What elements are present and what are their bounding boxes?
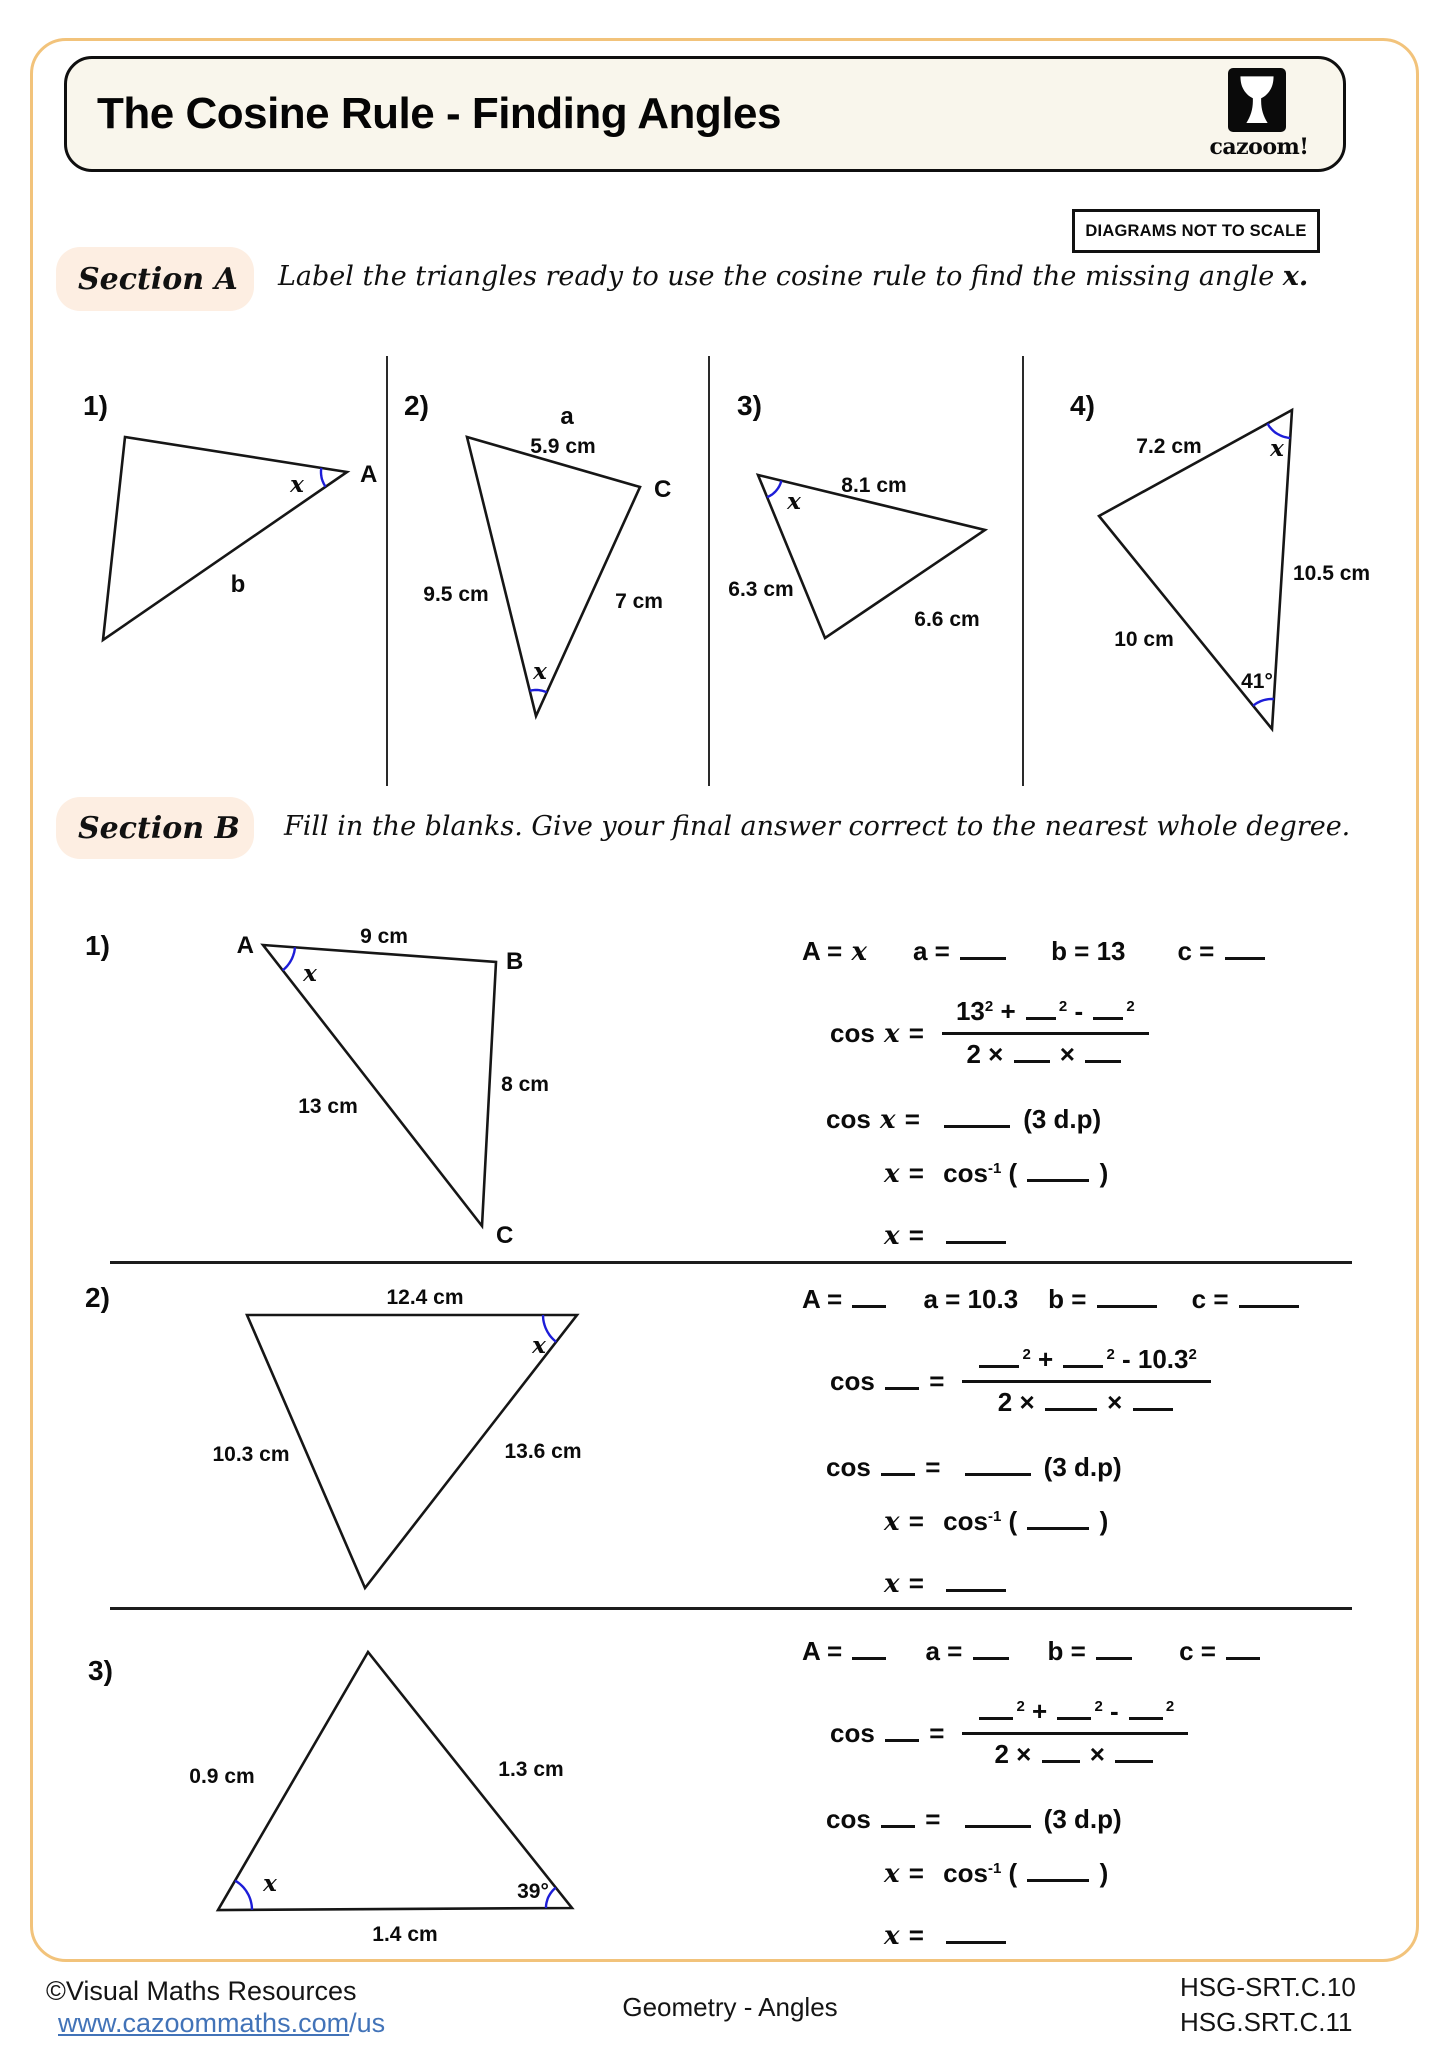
eq-text: + (1024, 1696, 1055, 1726)
triangle-label: C (654, 476, 672, 503)
eq-x-variable: x (884, 1859, 900, 1889)
eq-text: cos (826, 1452, 879, 1482)
footer-copyright: ©Visual Maths Resources (46, 1976, 357, 2006)
answer-blank (1129, 1700, 1163, 1720)
equation-row-vars (802, 1284, 1302, 1315)
triangle-diagram-sb-2 (60, 1278, 630, 1614)
equation-row-vars (802, 936, 1268, 967)
triangle-label: 1) (85, 930, 110, 961)
footer-standard-1: HSG-SRT.C.10 (1180, 1972, 1356, 2002)
eq-text: = (922, 1365, 945, 1396)
equation-row-fraction (830, 1344, 1211, 1418)
eq-text: (3 d.p) (1023, 1104, 1102, 1134)
equation-row-inverse-cos (882, 1858, 1108, 1889)
triangle-diagram-sb-1 (60, 920, 630, 1256)
eq-text: A = (802, 1284, 850, 1314)
answer-blank (1133, 1391, 1173, 1411)
eq-text: + (993, 996, 1023, 1026)
eq-text: cos (830, 1717, 883, 1748)
eq-text: cos (943, 1158, 988, 1188)
fraction-numerator (942, 996, 1149, 1035)
section-a-instruction-x: x. (1282, 261, 1309, 292)
angle-arc (235, 1881, 252, 1910)
triangle-label: A (236, 932, 254, 959)
section-a-instruction (278, 261, 1308, 292)
answer-blank (965, 1456, 1031, 1476)
triangle-label: 6.3 cm (728, 578, 794, 601)
fraction-denominator (956, 1035, 1134, 1070)
triangle-outline (103, 437, 347, 640)
triangle-label: 13 cm (298, 1095, 358, 1118)
eq-x-variable: x (851, 937, 867, 967)
eq-text: = (901, 1920, 932, 1950)
eq-text: b = (1047, 1636, 1094, 1666)
fraction-denominator (984, 1735, 1166, 1770)
triangle-label: 1.3 cm (498, 1758, 564, 1781)
footer-link-main[interactable]: www.cazoommaths.com (58, 2008, 350, 2038)
eq-text: ) (1092, 1858, 1109, 1888)
eq-text: cos (826, 1104, 879, 1134)
eq-text: × (1082, 1739, 1113, 1769)
equation-lhs (830, 1366, 944, 1397)
answer-blank (1027, 1862, 1089, 1882)
eq-text: (3 d.p) (1043, 1804, 1122, 1834)
eq-text: - (1102, 1696, 1126, 1726)
answer-blank (1096, 1640, 1132, 1660)
triangle-label: 1.4 cm (372, 1923, 438, 1946)
eq-text: cos (943, 1506, 988, 1536)
section-b-instruction: Fill in the blanks. Give your final answer correct to the nearest whole degree. (284, 811, 1351, 842)
answer-blank (1063, 1348, 1103, 1368)
eq-text: (3 d.p) (1043, 1452, 1122, 1482)
eq-x-variable: x (884, 1159, 900, 1189)
answer-blank (1026, 1000, 1056, 1020)
equation-fraction (962, 1696, 1188, 1770)
eq-text: = (901, 1568, 932, 1598)
eq-text: = (901, 1858, 932, 1888)
answer-blank (946, 1572, 1006, 1592)
triangle-label: 10.5 cm (1293, 562, 1371, 585)
eq-text: - (1114, 1344, 1138, 1374)
answer-blank (881, 1808, 915, 1828)
answer-blank (881, 1456, 915, 1476)
eq-text: ) (1092, 1506, 1109, 1536)
eq-text: a = (925, 1636, 970, 1666)
triangle-label: 8.1 cm (841, 474, 907, 497)
footer-link-suffix[interactable]: /us (349, 2008, 386, 2038)
eq-text: ) (1092, 1158, 1109, 1188)
answer-blank (1027, 1162, 1089, 1182)
answer-blank (1042, 1743, 1080, 1763)
equation-row-decimal (826, 1104, 1101, 1135)
section-b-label: Section B (56, 797, 254, 859)
equation-row-fraction (830, 1696, 1188, 1770)
fraction-denominator (988, 1383, 1186, 1418)
triangle-label: 9.5 cm (423, 583, 489, 606)
equation-row-inverse-cos (882, 1506, 1108, 1537)
eq-text: - (1067, 996, 1091, 1026)
equation-row-fraction (830, 996, 1149, 1070)
triangle-diagram-sb-3 (60, 1636, 634, 1962)
equation-fraction (962, 1344, 1210, 1418)
triangle-label: 10 cm (1114, 628, 1174, 651)
triangle-label: 0.9 cm (189, 1765, 255, 1788)
answer-blank (1045, 1391, 1097, 1411)
eq-text: ( (1001, 1158, 1025, 1188)
answer-blank (1226, 1640, 1260, 1660)
eq-text: = (918, 1804, 948, 1834)
equation-row-decimal (826, 1804, 1122, 1835)
triangle-label: B (506, 948, 524, 975)
triangle-outline (467, 437, 640, 716)
equation-row-decimal (826, 1452, 1122, 1483)
scale-note-box: DIAGRAMS NOT TO SCALE (1072, 209, 1320, 253)
eq-text: ( (1001, 1858, 1025, 1888)
eq-x-variable: x (884, 1507, 900, 1537)
eq-text: ( (1001, 1506, 1025, 1536)
eq-text: b = (1048, 1284, 1094, 1314)
answer-blank (1115, 1743, 1153, 1763)
fraction-numerator (962, 1696, 1188, 1735)
eq-text: A = (802, 1636, 850, 1666)
drum-icon (1235, 74, 1279, 126)
equation-block-eq-3 (782, 1628, 1392, 1968)
eq-superscript: 2 (1126, 998, 1135, 1015)
eq-text: = (901, 1017, 924, 1048)
eq-text: c = (1177, 936, 1222, 966)
eq-x-variable: x (884, 1018, 900, 1049)
triangle-label: 13.6 cm (504, 1440, 582, 1463)
eq-text: 13 (955, 996, 985, 1026)
triangle-label: x (263, 1870, 277, 1897)
fraction-numerator (962, 1344, 1210, 1383)
eq-text: 2 × (997, 1387, 1042, 1417)
eq-text: = (901, 1158, 932, 1188)
triangle-label: C (496, 1222, 514, 1249)
cazoom-logo-icon (1228, 68, 1286, 132)
answer-blank (960, 940, 1006, 960)
eq-superscript: 2 (1106, 1346, 1115, 1363)
answer-blank (885, 1722, 919, 1742)
answer-blank (946, 1224, 1006, 1244)
angle-arc (321, 468, 326, 487)
eq-text: 10.3 (1137, 1344, 1189, 1374)
triangle-label: 6.6 cm (914, 608, 980, 631)
eq-text: cos (830, 1365, 883, 1396)
triangle-label: 8 cm (501, 1073, 549, 1096)
triangle-label: A (360, 461, 378, 488)
triangle-diagram-sa-2 (392, 368, 722, 800)
answer-blank (1027, 1510, 1089, 1530)
answer-blank (973, 1640, 1009, 1660)
answer-blank (1057, 1700, 1091, 1720)
triangle-label: 9 cm (360, 925, 408, 948)
eq-text: c = (1179, 1636, 1224, 1666)
triangle-label: 10.3 cm (212, 1443, 290, 1466)
answer-blank (946, 1924, 1006, 1944)
equation-row-final-answer (882, 1220, 1009, 1251)
triangle-label: 5.9 cm (530, 435, 596, 458)
eq-text: = (897, 1104, 928, 1134)
eq-text: × (1052, 1039, 1083, 1069)
triangle-label: 3) (737, 390, 762, 421)
footer-topic: Geometry - Angles (622, 1992, 838, 2022)
answer-blank (979, 1348, 1019, 1368)
equation-lhs (830, 1018, 924, 1049)
triangle-label: 12.4 cm (386, 1286, 464, 1309)
footer-standards (1180, 1970, 1356, 2040)
eq-text: 2 × (994, 1739, 1039, 1769)
triangle-label: x (303, 960, 317, 987)
angle-arc (283, 947, 295, 970)
eq-text: cos (830, 1017, 883, 1048)
eq-text: b = 13 (1051, 936, 1126, 966)
eq-text: 2 × (966, 1039, 1011, 1069)
answer-blank (852, 1640, 886, 1660)
eq-text: = (901, 1506, 932, 1536)
eq-text: cos (943, 1858, 988, 1888)
equation-lhs (830, 1718, 944, 1749)
answer-blank (1225, 940, 1265, 960)
eq-superscript: 2 (1016, 1698, 1025, 1715)
footer-link[interactable] (58, 2008, 385, 2039)
eq-superscript: 2 (984, 998, 994, 1015)
eq-superscript: -1 (987, 1860, 1002, 1877)
equation-block-eq-1 (782, 928, 1392, 1268)
triangle-label: 7.2 cm (1136, 435, 1202, 458)
eq-text: cos (826, 1804, 879, 1834)
equation-row-inverse-cos (882, 1158, 1108, 1189)
eq-text: = (918, 1452, 948, 1482)
answer-blank (979, 1700, 1013, 1720)
cazoom-logo-text: cazoom! (1209, 134, 1309, 160)
answer-blank (1093, 1000, 1123, 1020)
triangle-label: 39° (517, 1880, 549, 1903)
answer-blank (944, 1108, 1010, 1128)
answer-blank (965, 1808, 1031, 1828)
triangle-label: 2) (85, 1282, 110, 1313)
triangle-label: a (560, 403, 574, 430)
eq-superscript: 2 (1165, 1698, 1175, 1715)
angle-arc (530, 690, 547, 692)
eq-x-variable: x (884, 1921, 900, 1951)
section-a-label: Section A (56, 247, 254, 311)
triangle-diagram-sa-1 (40, 368, 392, 680)
eq-text: = (901, 1220, 932, 1250)
footer-standard-2: HSG.SRT.C.11 (1180, 2007, 1353, 2037)
triangle-label: 4) (1070, 390, 1095, 421)
eq-text: a = (912, 936, 958, 966)
triangle-label: 7 cm (615, 590, 663, 613)
equation-fraction (942, 996, 1149, 1070)
eq-text: A = (802, 936, 850, 966)
eq-text: a = 10.3 (923, 1284, 1019, 1314)
eq-superscript: -1 (987, 1508, 1002, 1525)
answer-blank (1014, 1043, 1050, 1063)
eq-text: × (1099, 1387, 1130, 1417)
triangle-diagram-sa-4 (1050, 368, 1436, 770)
triangle-label: x (787, 488, 801, 515)
equation-row-final-answer (882, 1568, 1009, 1599)
equation-row-vars (802, 1636, 1263, 1667)
eq-superscript: 2 (1094, 1698, 1103, 1715)
triangle-outline (263, 945, 496, 1226)
angle-arc (767, 481, 781, 498)
answer-blank (885, 1370, 919, 1390)
page-title: The Cosine Rule - Finding Angles (97, 89, 781, 138)
eq-superscript: 2 (1188, 1346, 1197, 1363)
triangle-label: x (533, 658, 547, 685)
eq-superscript: 2 (1058, 998, 1068, 1015)
equation-row-final-answer (882, 1920, 1009, 1951)
eq-superscript: -1 (987, 1160, 1002, 1177)
eq-text: c = (1191, 1284, 1236, 1314)
answer-blank (1239, 1288, 1299, 1308)
eq-x-variable: x (880, 1105, 896, 1135)
triangle-label: 2) (404, 390, 429, 421)
triangle-label: x (532, 1332, 546, 1359)
answer-blank (1097, 1288, 1157, 1308)
eq-text: = (922, 1717, 945, 1748)
triangle-label: x (290, 471, 304, 498)
eq-superscript: 2 (1022, 1346, 1031, 1363)
eq-x-variable: x (884, 1569, 900, 1599)
section-a-instruction-text: Label the triangles ready to use the cosine rule to find the missing angle (278, 261, 1283, 292)
triangle-label: b (230, 571, 246, 598)
triangle-label: 1) (83, 390, 108, 421)
triangle-label: x (1270, 435, 1284, 462)
answer-blank (852, 1288, 886, 1308)
title-box (64, 56, 1346, 172)
eq-text: + (1030, 1344, 1061, 1374)
triangle-diagram-sa-3 (726, 368, 1046, 680)
eq-x-variable: x (884, 1221, 900, 1251)
equation-block-eq-2 (782, 1276, 1392, 1616)
answer-blank (1085, 1043, 1121, 1063)
triangle-label: 3) (88, 1655, 113, 1686)
angle-arc (1253, 699, 1274, 706)
triangle-label: 41° (1241, 670, 1273, 693)
